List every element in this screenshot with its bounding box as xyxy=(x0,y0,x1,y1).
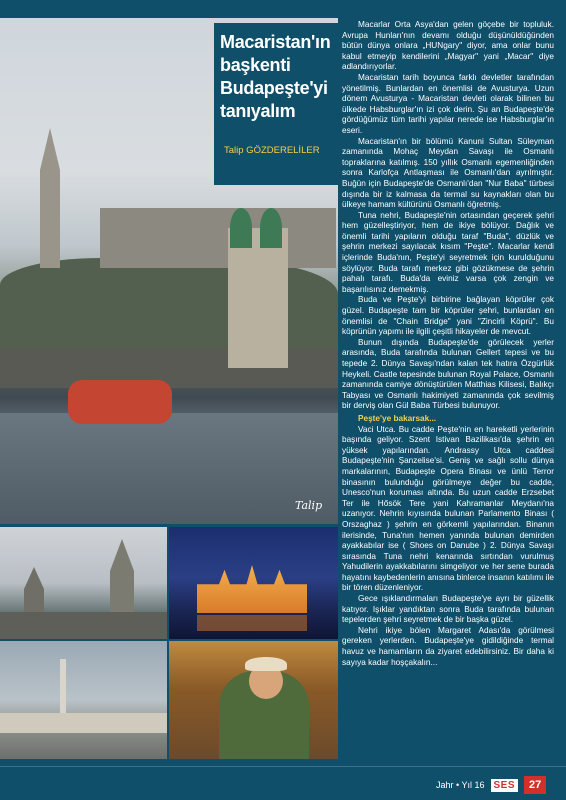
author-name: Talip GÖZDERELİLER xyxy=(224,145,320,156)
article-paragraph: Tuna nehri, Budapeşte'nin ortasından geçerek şehri hem güzelleştiriyor, hem de ikiye bölüyor. Dağlık ve önemli tarihi yapıların olduğu taraf "Buda", düzlük ve şehrin merkezi sayılacak kısım "Peşte". Macarlar kendi içlerinde Buda'nın, Peşte'yi seyretmek için kurulduğunu söylüyor. Buda tarafı merkez gibi gözükmese de şehrin pahalı tarafı. Buda'da eviniz varsa çok zengin ve başarılısınız demekmiş. xyxy=(342,210,554,294)
photo-hat xyxy=(245,657,287,671)
article-body xyxy=(342,20,554,668)
article-paragraph: Vaci Utca. Bu cadde Peşte'nin en hareketli yerlerinin başında geliyor. Szent Istivan Bazilikası'da şehrin en yüksek yapılarından. Andrassy Utca caddesi Budapeşte'nin Şanzelise'si. Geniş ve sağlı sollu dünya markalarının, Budapeşte Opera Binası ve ünlü Terror binasının bulunduğu görülmeye değer bu cadde, Unesco'nun koruması altında. Bu uzun cadde Erzsebet Ter ile Hősök Tere yani Kahramanlar Meydanı'na uzanıyor. Nehrin kıyısında bulunan Parlamento Binası ( Orszaghaz ) şehrin en görkemli yapılarından. Binanın ilerisinde, Tuna'nın hemen yanında bulunan demirden ayakkabılar ise ( Shoes on Danube ) 2. Dünya Savaşı sırasında Tuna nehri kenarında sırtından vurulmuş Yahudilerin ayakkabılarını simgeliyor ve her sene burada hayatını kaybedenlerin anısına binlerce insanın katılımı ile bir tören düzenleniyor. xyxy=(342,424,554,593)
photo-dome xyxy=(260,208,282,248)
photo-colonnade xyxy=(0,713,167,733)
article-paragraph: Macarlar Orta Asya'dan gelen göçebe bir topluluk. Avrupa Hunları'nın devamı olduğu düşünüldüğünden bütün dünya onlara „HUNgary" diyor, ama onlar bunu kabul etmeyip kendilerini „Magyar" yani „Macar" diye adlandırıyorlar. xyxy=(342,20,554,72)
parliament-night-photo xyxy=(169,527,338,639)
ses-logo: SES xyxy=(491,779,519,792)
photo-parliament xyxy=(197,565,307,613)
photo-matthias-spire xyxy=(40,128,60,268)
photo-boat xyxy=(68,380,172,424)
photo-tower xyxy=(110,539,134,619)
photo-church xyxy=(228,228,288,368)
article-title: Macaristan'ın başkenti Budapeşte'yi tanıyalım xyxy=(220,32,331,121)
page-number: 27 xyxy=(524,776,546,794)
magazine-issue: Jahr • Yıl 16 xyxy=(436,780,485,790)
article-paragraph: Macaristan'ın bir bölümü Kanuni Sultan Süleyman zamanında Mohaç Meydan Savaşı ile Osmanlı topraklarına katılmış. 150 yıllık Osmanlı egemenliğinden sonra Karlofça Antlaşması ile Osmanlı'dan ayrılmıştır. Buğün için Budapeşte'de Osmanlı'dan "Nur Baba" türbesi dışında bir iz kalmasa da termal su kaynakları olan bu ülkeye hamam kültürünü Osmanlı öğretmiş. xyxy=(342,136,554,210)
article-paragraph: Nehri ikiye bölen Margaret Adası'da görülmesi gereken yerlerden. Budapeşte'ye gidildiğinde termal havuz ve hamamların da ziyaret edebilirsiniz. Bir daha ki sayıya kadar hoşçakalın... xyxy=(342,625,554,667)
photo-wall xyxy=(0,612,167,639)
article-paragraph: Gece ışıklandırmaları Budapeşte'ye ayrı bir güzellik katıyor. Işıklar yandıktan sonra Buda tarafında bulunan tepelerden şehri seyretmek de bir başka güzel. xyxy=(342,594,554,625)
heroes-square-photo xyxy=(0,641,167,759)
article-paragraph: Buda ve Peşte'yi birbirine bağlayan köprüler çok güzel. Budapeşte tam bir köprüler şehri, bunlardan en önemlisi de "Chain Bridge" yani "Zincirli Köprü". Bu köprünün yapımı ile ilgili çeşitli hikayeler de mevcut. xyxy=(342,295,554,337)
fishermans-bastion-photo xyxy=(0,527,167,639)
photo-reflection xyxy=(197,615,307,631)
photo-river xyxy=(0,413,338,524)
photo-signature: Talip xyxy=(295,499,323,512)
article-paragraph: Bunun dışında Budapeşte'de görülecek yerler arasında, Buda tarafında bulunan Gellert tepesi ve bu tepede 2. Dünya Savaşı'ndan kalan tek hatıra Özgürlük Heykeli. Castle tepesinde bulunan Royal Palace, Osmanlı zamanında camiye dönüştürülen Matthias Kilisesi, Balıkçı Tabyası ve Osmanlı hakimiyeti zamanında çok sevilmiş bir derviş olan Gül Baba Türbesi bulunuyor. xyxy=(342,337,554,411)
photo-dome xyxy=(230,208,252,248)
article-subheading: Peşte'ye bakarsak... xyxy=(358,413,437,423)
footer-divider xyxy=(0,766,566,767)
page-footer xyxy=(436,775,546,795)
title-box xyxy=(214,23,338,185)
photographer-photo xyxy=(169,641,338,759)
article-paragraph: Macaristan tarih boyunca farklı devletler tarafından yönetilmiş. Bunlardan en önemlisi de Avusturya. Uzun dönem Avusturya - Macaristan devleti olarak bilinen bu ülkede Habsburglar'ın izi çok derin. Şu an Budapeşte'de gördüğümüz tüm tarihi yapılar nerede ise Habsburglar'ın eseri. xyxy=(342,72,554,135)
photo-palace xyxy=(100,208,336,268)
